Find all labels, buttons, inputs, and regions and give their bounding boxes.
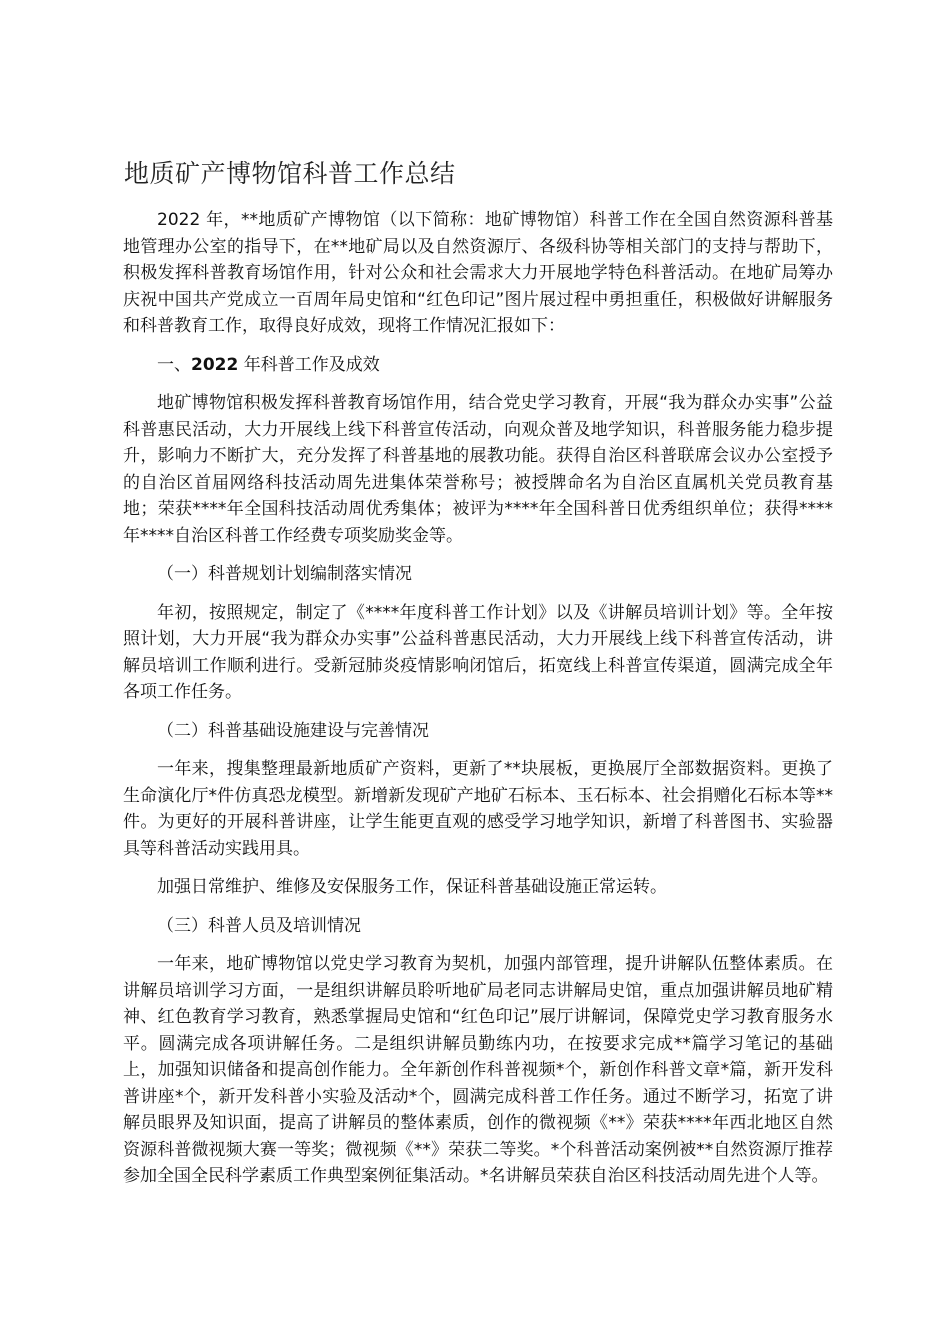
section-1-paragraph: 地矿博物馆积极发挥科普教育场馆作用，结合党史学习教育，开展“我为群众办实事”公益科普惠民活动，大力开展线上线下科普宣传活动，向观众普及地学知识，科普服务能力稳步提升，影响力不断扩大，充分发挥了科普基地的展教功能。获得自治区科普联席会议办公室授予的自治区首届网络科技活动周先进集体荣誉称号；被授牌命名为自治区直属机关党员教育基地；荣获****年全国科技活动周优秀集体；被评为****年全国科普日优秀组织单位；获得****年****自治区科普工作经费专项奖励奖金等。 [123, 393, 833, 546]
subsection-heading-2: （二）科普基础设施建设与完善情况 [157, 720, 429, 741]
section-title-rest: 年科普工作及成效 [243, 354, 380, 375]
intro-paragraph: 2022 年，**地质矿产博物馆（以下简称：地矿博物馆）科普工作在全国自然资源科普基地管理办公室的指导下，在**地矿局以及自然资源厅、各级科协等相关部门的支持与帮助下，积极发挥科普教育场馆作用，针对公众和社会需求大力开展地学特色科普活动。在地矿局筹办庆祝中国共产党成立一百周年局史馆和“红色印记”图片展过程中勇担重任，积极做好讲解服务和科普教育工作，取得良好成效，现将工作情况汇报如下： [123, 210, 833, 336]
subsection-heading-3: （三）科普人员及培训情况 [157, 915, 361, 936]
document-body [123, 207, 833, 1202]
section-heading-1 [123, 352, 833, 379]
subsection-3-paragraph: 一年来，地矿博物馆以党史学习教育为契机，加强内部管理，提升讲解队伍整体素质。在讲解员培训学习方面，一是组织讲解员聆听地矿局老同志讲解局史馆，重点加强讲解员地矿精神、红色教育学习教育，熟悉掌握局史馆和“红色印记”展厅讲解词，保障党史学习教育服务水平。圆满完成各项讲解任务。二是组织讲解员勤练内功，在按要求完成**篇学习笔记的基础上，加强知识储备和提高创作能力。全年新创作科普视频*个，新创作科普文章*篇，新开发科普讲座*个，新开发科普小实验及活动*个，圆满完成科普工作任务。通过不断学习，拓宽了讲解员眼界及知识面，提高了讲解员的整体素质，创作的微视频《**》荣获****年西北地区自然资源科普微视频大赛一等奖；微视频《**》荣获二等奖。*个科普活动案例被**自然资源厅推荐参加全国全民科学素质工作典型案例征集活动。*名讲解员荣获自治区科技活动周先进个人等。 [123, 954, 833, 1186]
subsection-heading-1: （一）科普规划计划编制落实情况 [157, 564, 412, 584]
section-year: 2022 [191, 354, 239, 375]
section-prefix: 一、 [157, 354, 191, 375]
subsection-2-paragraph-1: 一年来，搜集整理最新地质矿产资料，更新了**块展板，更换展厅全部数据资料。更换了生命演化厅*件仿真恐龙模型。新增新发现矿产地矿石标本、玉石标本、社会捐赠化石标本等**件。为更好的开展科普讲座，让学生能更直观的感受学习地学知识，新增了科普图书、实验器具等科普活动实践用具。 [123, 759, 833, 859]
document-title: 地质矿产博物馆科普工作总结 [124, 159, 456, 188]
subsection-1-paragraph: 年初，按照规定，制定了《****年度科普工作计划》以及《讲解员培训计划》等。全年按照计划，大力开展“我为群众办实事”公益科普惠民活动，大力开展线上线下科普宣传活动，讲解员培训工作顺利进行。受新冠肺炎疫情影响闭馆后，拓宽线上科普宣传渠道，圆满完成全年各项工作任务。 [123, 602, 833, 702]
subsection-2-paragraph-2: 加强日常维护、维修及安保服务工作，保证科普基础设施正常运转。 [157, 877, 667, 897]
